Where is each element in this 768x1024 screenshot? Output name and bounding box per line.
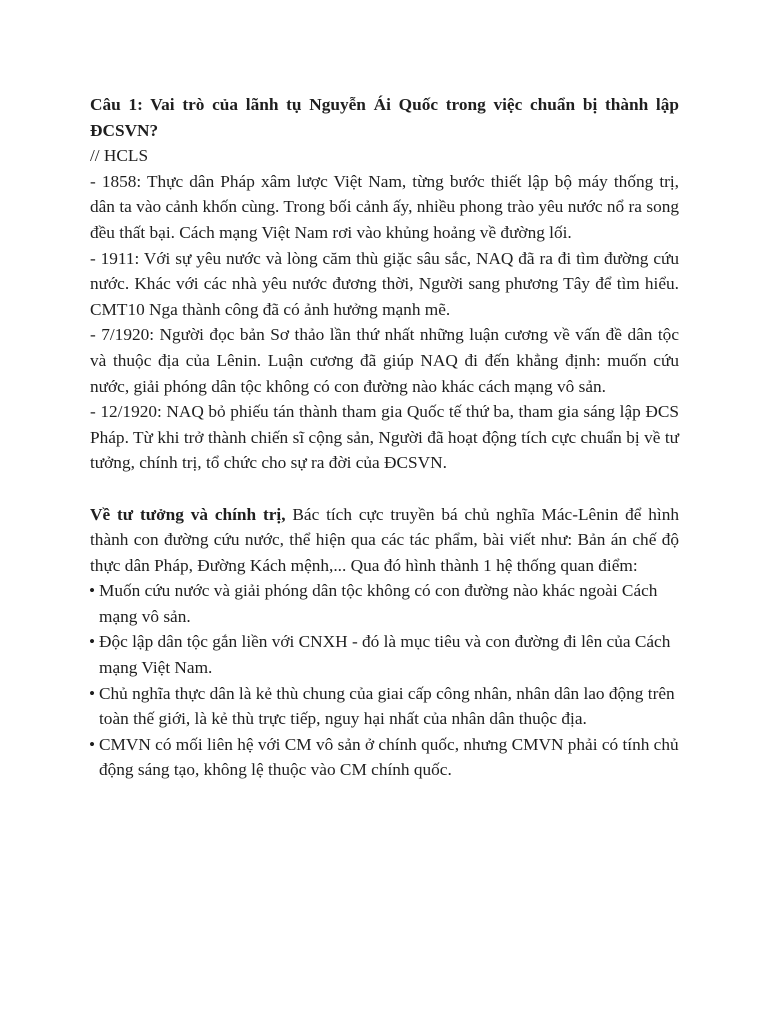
list-item [90, 732, 679, 783]
paragraph-spacer [90, 476, 679, 502]
list-item-text: Độc lập dân tộc gắn liền với CNXH - đó là mục tiêu và con đường đi lên của Cách mạng Việt Nam. [99, 632, 671, 678]
list-item-text: CMVN có mối liên hệ với CM vô sản ở chính quốc, nhưng CMVN phải có tính chủ động sáng tạo, không lệ thuộc vào CM chính quốc. [99, 734, 679, 780]
bullet-icon: • [89, 581, 96, 601]
history-paragraph-1911: - 1911: Với sự yêu nước và lòng căm thù giặc sâu sắc, NAQ đã ra đi tìm đường cứu nước. Khác với các nhà yêu nước đương thời, Người sang phương Tây để tìm hiểu. CMT10 Nga thành công đã có ảnh hưởng mạnh mẽ. [90, 248, 679, 319]
document-page [90, 92, 679, 783]
history-paragraph-1858: - 1858: Thực dân Pháp xâm lược Việt Nam, từng bước thiết lập bộ máy thống trị, dân ta vào cảnh khốn cùng. Trong bối cảnh ấy, nhiều phong trào yêu nước nổ ra song đều thất bại. Cách mạng Việt Nam rơi vào khủng hoảng về đường lối. [90, 171, 679, 242]
ideology-paragraph [90, 502, 679, 579]
ideology-heading: Về tư tưởng và chính trị, [90, 504, 286, 524]
bullet-icon: • [89, 632, 96, 652]
section-label: // HCLS [90, 146, 149, 166]
list-item-text: Muốn cứu nước và giải phóng dân tộc không có con đường nào khác ngoài Cách mạng vô sản. [99, 581, 658, 626]
bullet-icon: • [89, 734, 96, 754]
viewpoint-list [90, 578, 679, 783]
bullet-icon: • [89, 683, 96, 703]
history-paragraph-12-1920: - 12/1920: NAQ bỏ phiếu tán thành tham gia Quốc tế thứ ba, tham gia sáng lập ĐCS Pháp. Từ khi trở thành chiến sĩ cộng sản, Người đã hoạt động tích cực chuẩn bị về tư tưởng, chính trị, tổ chức cho sự ra đời của ĐCSVN. [90, 402, 679, 473]
list-item-text: Chủ nghĩa thực dân là kẻ thù chung của giai cấp công nhân, nhân dân lao động trên toàn thế giới, là kẻ thù trực tiếp, nguy hại nhất của nhân dân thuộc địa. [99, 683, 675, 729]
question-title: Câu 1: Vai trò của lãnh tụ Nguyễn Ái Quốc trong việc chuẩn bị thành lập ĐCSVN? [90, 95, 679, 140]
ideology-text: Bác tích cực truyền bá chủ nghĩa Mác-Lênin để hình thành con đường cứu nước, thể hiện qua các tác phẩm, bài viết như: Bản án chế độ thực dân Pháp, Đường Kách mệnh,... Qua đó hình thành 1 hệ thống quan điểm: [90, 504, 679, 575]
list-item [90, 681, 679, 732]
list-item [90, 629, 679, 680]
history-paragraph-7-1920: - 7/1920: Người đọc bản Sơ thảo lần thứ nhất những luận cương về vấn đề dân tộc và thuộc địa của Lênin. Luận cương đã giúp NAQ đi đến khẳng định: muốn cứu nước, giải phóng dân tộc không có con đường nào khác cách mạng vô sản. [90, 325, 679, 396]
list-item [90, 578, 679, 629]
